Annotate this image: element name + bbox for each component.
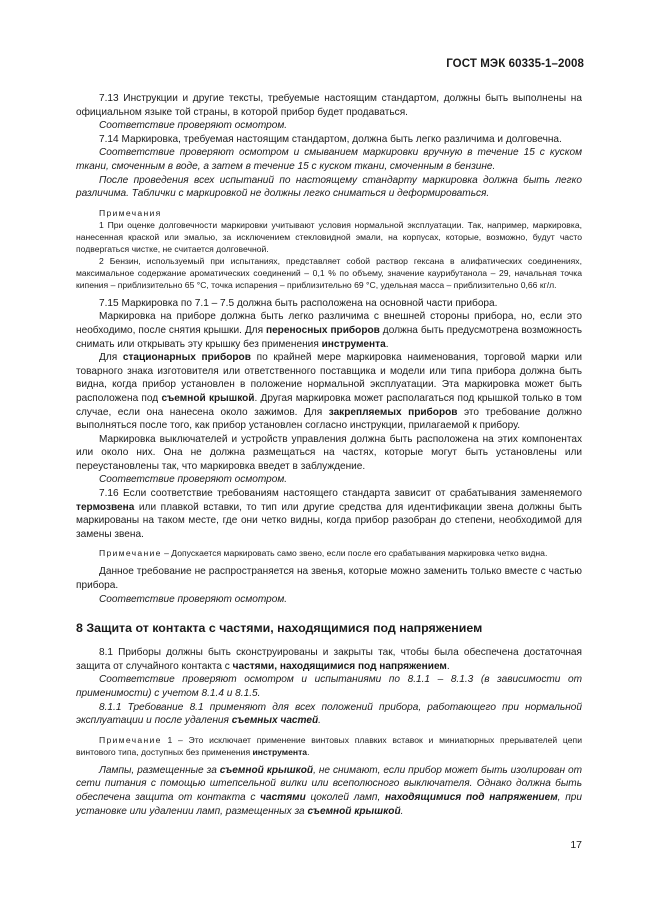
paragraph: Маркировка выключателей и устройств управления должна быть расположена на этих компонентах или около них. Она не должна размещаться на частях, которые могут быть установлены или переустановлены так, что маркировка введет в заблуждение. <box>76 433 582 472</box>
standard-header: ГОСТ МЭК 60335-1–2008 <box>446 58 584 70</box>
compliance-check: Соответствие проверяют осмотром и испытаниями по 8.1.1 – 8.1.3 (в зависимости от применимости) с учетом 8.1.4 и 8.1.5. <box>76 674 582 699</box>
note-1: 1 При оценке долговечности маркировки учитывают условия нормальной эксплуатации. Так, например, маркировка, нанесенная краской или эмалью, за исключением стекловидной эмали, на корпусах, которые, возможно, будут часто подвергаться чистке, не считается долговечной. <box>76 219 582 254</box>
compliance-check: Соответствие проверяют осмотром. <box>99 120 288 132</box>
compliance-check: Соответствие проверяют осмотром. <box>99 474 288 486</box>
notes-title: Примечания <box>99 207 162 218</box>
paragraph: Маркировка на приборе должна быть легко различима с внешней стороны прибора, но, если это необходимо, после снятия крышки. Для переносных приборов должна быть предусмотрена возможность снимать или открывать эту крышку без применения инструмента. <box>76 311 582 350</box>
paragraph: После проведения всех испытаний по настоящему стандарту маркировка должна быть легко различима. Таблички с маркировкой не должны легко сниматься и деформироваться. <box>76 174 582 200</box>
page-number: 17 <box>570 839 582 851</box>
clause-7-13: 7.13 Инструкции и другие тексты, требуемые настоящим стандартом, должны быть выполнены на официальном языке той страны, в которой прибор будет продаваться. <box>76 93 582 118</box>
note-1: Примечание 1 – Это исключает применение винтовых плавких вставок и миниатюрных прерывателей цепи винтового типа, доступных без применения инструмента. <box>76 734 582 757</box>
paragraph: Лампы, размещенные за съемной крышкой, не снимают, если прибор может быть изолирован от сети питания с помощью штепсельной вилки или всеполюсного выключателя. Однако должна быть обеспечена защита от контакта с частями цоколей ламп, находящимися под напряжением, при установке или удалении ламп, размещенных за съемной крышкой. <box>76 764 582 817</box>
compliance-check: Соответствие проверяют осмотром. <box>99 593 288 605</box>
clause-7-15: 7.15 Маркировка по 7.1 – 7.5 должна быть расположена на основной части прибора. <box>99 297 498 309</box>
clause-7-14: 7.14 Маркировка, требуемая настоящим стандартом, должна быть легко различима и долговечна. <box>99 133 562 145</box>
section-8-heading: 8 Защита от контакта с частями, находящимися под напряжением <box>76 621 483 636</box>
paragraph: Данное требование не распространяется на звенья, которые можно заменить только вместе с частью прибора. <box>76 566 582 592</box>
note-2: 2 Бензин, используемый при испытаниях, представляет собой раствор гексана в алифатических соединениях, максимальное содержание ароматических соединений – 0,1 % по объему, значение каурибутанола – 29, начальная точка кипения – приблизительно 65 °С, точка испарения – приблизительно 69 °С, удельная масса – приблизительно 0,66 кг/л. <box>76 255 582 290</box>
clause-7-16: 7.16 Если соответствие требованиям настоящего стандарта зависит от срабатывания заменяемого термозвена или плавкой вставки, то тип или другие средства для идентификации звена должны быть маркированы на таком месте, где они четко видны, когда прибор разобран до степени, необходимой для замены звена. <box>76 488 582 540</box>
page-content <box>76 92 582 818</box>
compliance-check: Соответствие проверяют осмотром и смыванием маркировки вручную в течение 15 с куском ткани, смоченным в воде, а затем в течение 15 с куском ткани, смоченным в бензине. <box>76 147 582 172</box>
clause-8-1-1: 8.1.1 Требование 8.1 применяют для всех положений прибора, работающего при нормальной эксплуатации и после удаления съемных частей. <box>76 701 582 727</box>
note: Примечание – Допускается маркировать само звено, если после его срабатывания маркировка четко видна. <box>99 548 548 559</box>
clause-8-1: 8.1 Приборы должны быть сконструированы и закрыты так, чтобы была обеспечена достаточная защита от случайного контакта с частями, находящимися под напряжением. <box>76 647 582 672</box>
paragraph: Для стационарных приборов по крайней мере маркировка наименования, торговой марки или товарного знака изготовителя или ответственного поставщика и модели или типа прибора должна быть видна, когда прибор установлен в положение нормальной эксплуатации. Эта маркировка может быть расположена под съемной крышкой. Другая маркировка может располагаться под крышкой только в том случае, если она нанесена около зажимов. Для закрепляемых приборов это требование должно выполняться после того, как прибор установлен согласно инструкции, прилагаемой к прибору. <box>76 352 582 432</box>
